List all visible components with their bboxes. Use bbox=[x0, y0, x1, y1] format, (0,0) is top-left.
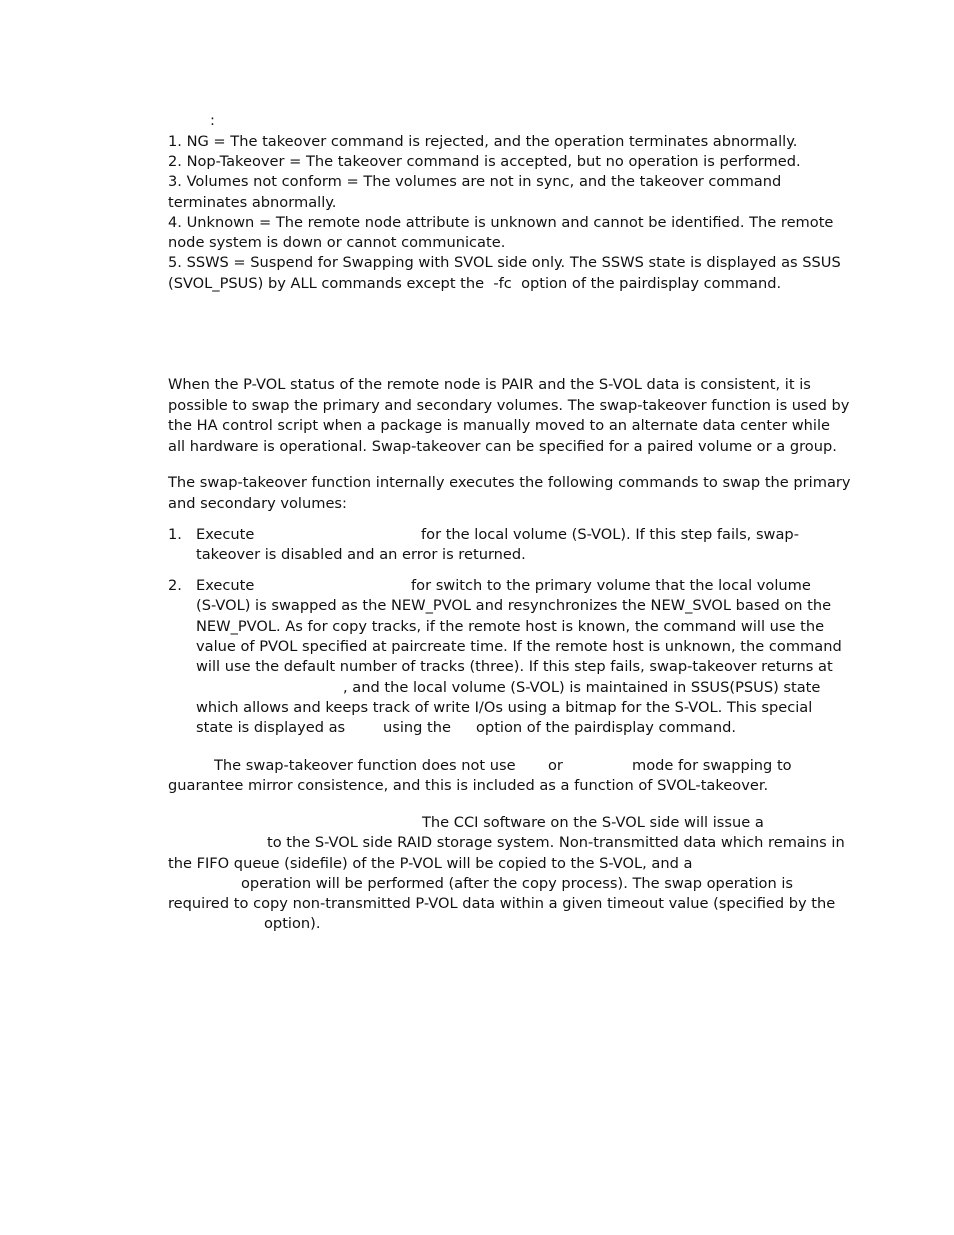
list-item: 5. SSWS = Suspend for Swapping with SVOL side only. The SSWS state is displayed as SSUS bbox=[168, 254, 841, 271]
paragraph-line: When the P-VOL status of the remote node is PAIR and the S-VOL data is consistent, it is bbox=[168, 376, 811, 393]
list-item: 3. Volumes not conform = The volumes are not in sync, and the takeover command bbox=[168, 173, 782, 190]
step-execute: Execute bbox=[196, 526, 255, 543]
note-text: guarantee mirror consistence, and this is included as a function of SVOL-takeover. bbox=[168, 777, 769, 794]
step-text: option of the pairdisplay command. bbox=[476, 719, 737, 736]
step-text: NEW_PVOL. As for copy tracks, if the remote host is known, the command will use the bbox=[196, 618, 825, 635]
step-text: using the bbox=[383, 719, 452, 736]
step-text: will use the default number of tracks (three). If this step fails, swap-takeover returns at bbox=[196, 658, 833, 675]
step-number: 1. bbox=[168, 526, 182, 543]
note-text: mode for swapping to bbox=[632, 757, 792, 774]
paragraph-line: possible to swap the primary and secondary volumes. The swap-takeover function is used by bbox=[168, 397, 850, 414]
colon-text: : bbox=[210, 112, 215, 129]
note-text: or bbox=[548, 757, 563, 774]
step-number: 2. bbox=[168, 577, 182, 594]
note-text: the FIFO queue (sidefile) of the P-VOL will be copied to the S-VOL, and a bbox=[168, 855, 693, 872]
step-text: (S-VOL) is swapped as the NEW_PVOL and resynchronizes the NEW_SVOL based on the bbox=[196, 597, 832, 614]
list-item: terminates abnormally. bbox=[168, 194, 337, 211]
step-text: for the local volume (S-VOL). If this step fails, swap- bbox=[421, 526, 799, 543]
note-text: required to copy non-transmitted P-VOL data within a given timeout value (specified by the bbox=[168, 895, 836, 912]
paragraph-line: and secondary volumes: bbox=[168, 495, 347, 512]
note-text: option). bbox=[264, 915, 321, 932]
step-text: takeover is disabled and an error is returned. bbox=[196, 546, 526, 563]
paragraph-line: the HA control script when a package is manually moved to an alternate data center while bbox=[168, 417, 831, 434]
step-text: state is displayed as bbox=[196, 719, 346, 736]
note-text: operation will be performed (after the copy process). The swap operation is bbox=[241, 875, 793, 892]
list-item: 2. Nop-Takeover = The takeover command is accepted, but no operation is performed. bbox=[168, 153, 801, 170]
note-text: to the S-VOL side RAID storage system. Non-transmitted data which remains in bbox=[267, 834, 845, 851]
note-text: The CCI software on the S-VOL side will issue a bbox=[422, 814, 764, 831]
step-execute: Execute bbox=[196, 577, 255, 594]
note-text: The swap-takeover function does not use bbox=[214, 757, 516, 774]
step-text: , and the local volume (S-VOL) is maintained in SSUS(PSUS) state bbox=[343, 679, 821, 696]
step-text: value of PVOL specified at paircreate time. If the remote host is unknown, the command bbox=[196, 638, 842, 655]
paragraph-line: The swap-takeover function internally executes the following commands to swap the primary bbox=[168, 474, 851, 491]
paragraph-line: all hardware is operational. Swap-takeover can be specified for a paired volume or a group. bbox=[168, 438, 837, 455]
list-item: node system is down or cannot communicate. bbox=[168, 234, 506, 251]
step-text: for switch to the primary volume that the local volume bbox=[411, 577, 811, 594]
list-item: 1. NG = The takeover command is rejected, and the operation terminates abnormally. bbox=[168, 133, 798, 150]
step-text: which allows and keeps track of write I/Os using a bitmap for the S-VOL. This special bbox=[196, 699, 813, 716]
list-item: 4. Unknown = The remote node attribute is unknown and cannot be identified. The remote bbox=[168, 214, 834, 231]
list-item: (SVOL_PSUS) by ALL commands except the -fc option of the pairdisplay command. bbox=[168, 275, 782, 292]
